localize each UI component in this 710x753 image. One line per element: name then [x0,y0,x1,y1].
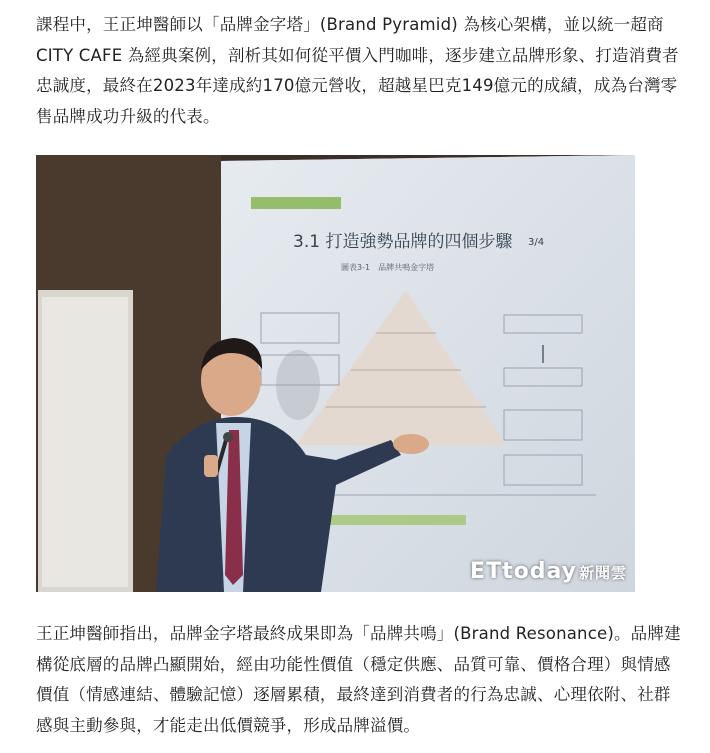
article-paragraph-2: 王正坤醫師指出，品牌金字塔最終成果即為「品牌共鳴」(Brand Resonance)。品牌建構從底層的品牌凸顯開始，經由功能性價值（穩定供應、品質可靠、價格合理）與情感價值（情感連結、體驗記憶）逐層累積，最終達到消費者的行為忠誠、心理依附、社群感與主動參與，才能走出低價競爭，形成品牌溢價。 [36,624,681,735]
lecture-photo-scene [36,155,635,592]
watermark-sub: 新聞雲 [578,564,627,582]
ettoday-watermark [470,559,627,584]
article-paragraph-1: 課程中，王正坤醫師以「品牌金字塔」(Brand Pyramid) 為核心架構，並以統一超商 CITY CAFE 為經典案例，剖析其如何從平價入門咖啡，逐步建立品牌形象、打造消費者忠誠度，最終在2023年達成約170億元營收，超越星巴克149億元的成績，成為台灣零售品牌成功升級的代表。 [36,15,679,126]
slide-title: 3.1 打造強勢品牌的四個步驟 [293,232,513,252]
lecture-photo [36,155,635,592]
slide-page: 3/4 [528,237,545,248]
watermark-main: ETtoday [470,559,577,584]
slide-subtitle: 圖表3-1 品牌共鳴金字塔 [341,263,435,272]
